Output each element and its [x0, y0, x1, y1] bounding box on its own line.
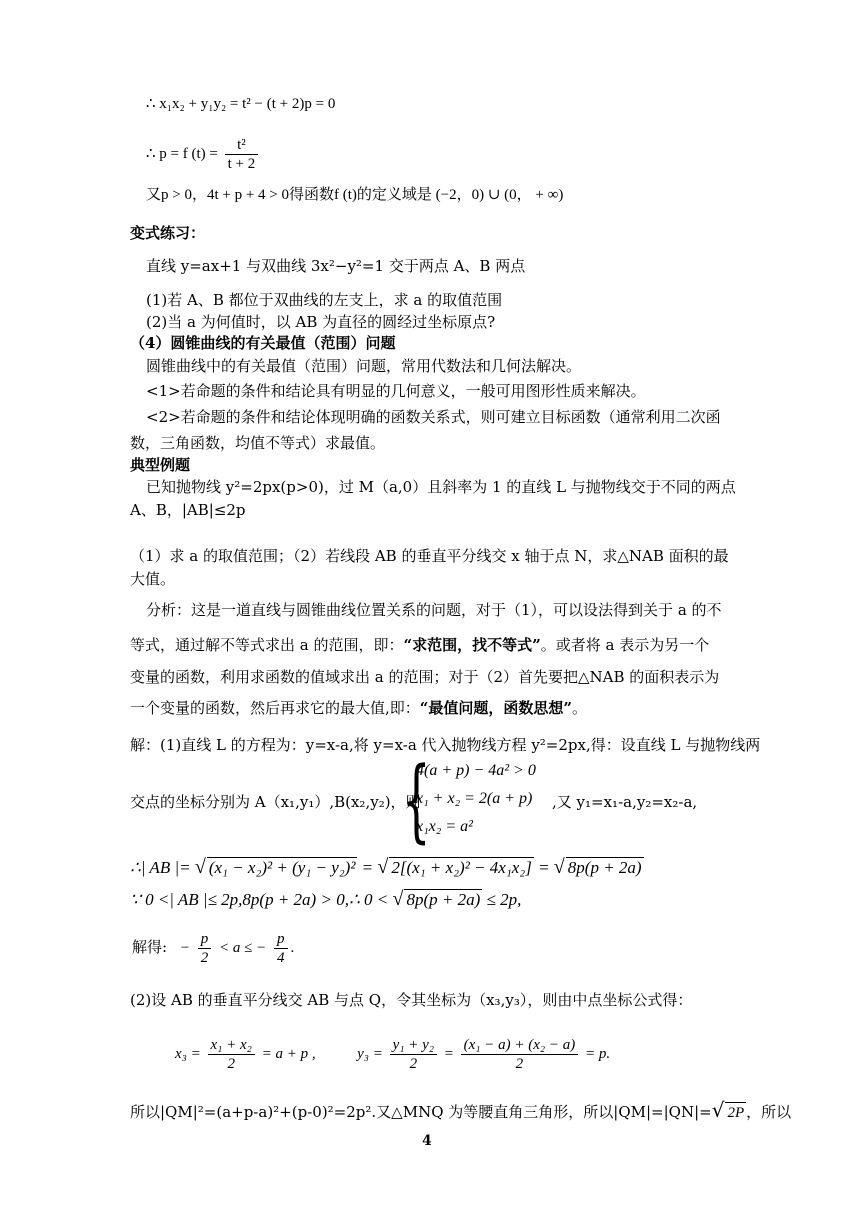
paragraph: 圆锥曲线中的有关最值（范围）问题，常用代数法和几何法解决。 [146, 357, 582, 375]
equation-line: ∴ x₁x₂ + y₁y₂ = t² − (t + 2)p = 0 [146, 96, 336, 112]
paragraph [130, 1100, 791, 1123]
paragraph: 分析：这是一道直线与圆锥曲线位置关系的问题，对于（1），可以设法得到关于 a 的不 [146, 601, 722, 619]
paragraph: 解：(1)直线 L 的方程为：y=x-a,将 y=x-a 代入抛物线方程 y²=2px,得：设直线 L 与抛物线两 [130, 736, 761, 754]
paragraph [130, 698, 587, 718]
radicand: 2P [725, 1102, 746, 1123]
radicand: 8p(p + 2a) [406, 890, 481, 909]
equation-text: ≤ 2p, [486, 890, 522, 909]
brace-icon: { [402, 748, 431, 853]
fraction-numerator: y₁ + y₂ [390, 1036, 437, 1055]
paragraph: 变量的函数，利用求函数的值域求出 a 的范围；对于（2）首先要把△NAB 的面积表示为 [130, 668, 720, 686]
paragraph [130, 635, 709, 655]
equation-prefix: ∴ p = f (t) = [146, 146, 218, 162]
paragraph: <2>若命题的条件和结论体现明确的函数关系式，则可建立目标函数（通常利用二次函 [146, 408, 721, 426]
paragraph: 直线 y=ax+1 与双曲线 3x²−y²=1 交于两点 A、B 两点 [146, 257, 526, 275]
radicand: (x₁ − x₂)² + (y₁ − y₂)² [208, 858, 356, 877]
system-equation: 4(a + p) − 4a² > 0 [416, 762, 536, 779]
equation-line: x₃ = $\frac{\text{x₁ + x₂}}{2}$ = a + p , y₃ = $\frac{\text{y₁ + y₂}}{2}$ = $\frac{\text{(x₁ − a) + (x₂ − a)}}{2}$ = p. [175, 1037, 611, 1073]
equation-text: = a + p , [261, 1046, 316, 1062]
fraction-numerator: t² [225, 136, 259, 155]
equation-line: 解得: − $\frac{p}{2}$ < a ≤ − $\frac{p}{4}$ . [132, 930, 295, 966]
fraction-denominator: 2 [409, 1056, 418, 1073]
text-run: 。或者将 a 表示为另一个 [540, 636, 710, 654]
section-heading: 变式练习： [130, 224, 206, 242]
equation-system [402, 748, 552, 853]
page-number: 4 [422, 1133, 432, 1149]
radicand: 8p(p + 2a) [567, 858, 642, 877]
equation-lhs: ∴| AB |= [130, 858, 191, 877]
radical-icon: √ [711, 1098, 725, 1122]
paragraph: (2)当 a 为何值时，以 AB 为直径的圆经过坐标原点? [146, 313, 496, 331]
radical-icon: √ [392, 888, 404, 910]
paragraph: （1）求 a 的取值范围；（2）若线段 AB 的垂直平分线交 x 轴于点 N，求△NAB 面积的最 [130, 547, 729, 565]
fraction [225, 136, 259, 173]
fraction-denominator: 2 [227, 1056, 235, 1073]
radical-icon: √ [377, 856, 389, 878]
fraction [198, 930, 212, 967]
radicand: 2[(x₁ + x₂)² − 4x₁x₂] [391, 858, 532, 877]
fraction-denominator: 2 [515, 1056, 524, 1073]
equation-line [146, 134, 261, 174]
paragraph: (1)若 A、B 都位于双曲线的左支上，求 a 的取值范围 [146, 291, 503, 309]
radical-icon: √ [194, 856, 206, 878]
paragraph: ,又 y₁=x₁-a,y₂=x₂-a, [552, 793, 698, 811]
equation-line: 又p > 0，4t + p + 4 > 0得函数f (t)的定义域是 (−2，0) ∪ (0， + ∞) [146, 187, 564, 203]
system-equation: x₁ + x₂ = 2(a + p) [416, 790, 533, 807]
fraction-numerator: x₁ + x₂ [208, 1036, 255, 1055]
text-run: 等式，通过解不等式求出 a 的范围，即： [130, 636, 404, 654]
paragraph: (2)设 AB 的垂直平分线交 AB 与点 Q，令其坐标为（x₃,y₃），则由中点坐标公式得： [130, 991, 693, 1009]
text-run: 所以|QM|²=(a+p-a)²+(p-0)²=2p².又△MNQ 为等腰直角三角形，所以|QM|=|QN|= [130, 1103, 712, 1121]
label-text: 解得: [132, 938, 168, 956]
equation-line: ∴| AB |= √ (x₁ − x₂)² + (y₁ − y₂)² = √ 2[(x₁ + x₂)² − 4x₁x₂] = √ 8p(p + 2a) [130, 856, 642, 878]
equation-text: = p. [584, 1046, 611, 1062]
system-equation: x₁x₂ = a² [416, 818, 473, 835]
equation-text: < a ≤ − [219, 940, 267, 956]
equation-lhs: y₃ = [357, 1046, 383, 1062]
emphasis-text: “求范围，找不等式” [403, 636, 541, 654]
fraction-numerator: p [274, 930, 288, 949]
paragraph: 已知抛物线 y²=2px(p>0)，过 M（a,0）且斜率为 1 的直线 L 与抛物线交于不同的两点 [146, 478, 736, 496]
fraction [274, 930, 288, 967]
paragraph: 交点的坐标分别为 A（x₁,y₁）,B(x₂,y₂)，则 [130, 793, 421, 811]
fraction-numerator: p [198, 930, 212, 949]
paragraph: 数，三角函数，均值不等式）求最值。 [130, 434, 386, 452]
text-run: ，所以 [746, 1103, 792, 1121]
fraction-denominator: t + 2 [227, 156, 256, 173]
section-heading: （4）圆锥曲线的有关最值（范围）问题 [130, 334, 396, 352]
equation-text: ∵ 0 <| AB |≤ 2p,8p(p + 2a) > 0,∴ 0 < [130, 890, 389, 909]
section-heading: 典型例题 [130, 456, 191, 474]
paragraph: 大值。 [130, 570, 176, 588]
fraction-denominator: 2 [200, 949, 209, 966]
paragraph: <1>若命题的条件和结论具有明显的几何意义，一般可用图形性质来解决。 [146, 382, 646, 400]
equation-line [130, 886, 521, 913]
text-run: 一个变量的函数，然后再求它的最大值,即： [130, 699, 420, 717]
fraction-denominator: 4 [277, 949, 285, 966]
paragraph: A、B，|AB|≤2p [130, 501, 246, 519]
radical-icon: √ [553, 856, 565, 878]
text-run: 。 [572, 699, 588, 717]
emphasis-text: “最值问题，函数思想” [419, 699, 573, 717]
fraction-numerator: (x₁ − a) + (x₂ − a) [461, 1036, 579, 1055]
fraction [208, 1036, 255, 1073]
fraction [390, 1036, 437, 1073]
fraction [461, 1036, 579, 1073]
equation-lhs: x₃ = [175, 1046, 201, 1062]
